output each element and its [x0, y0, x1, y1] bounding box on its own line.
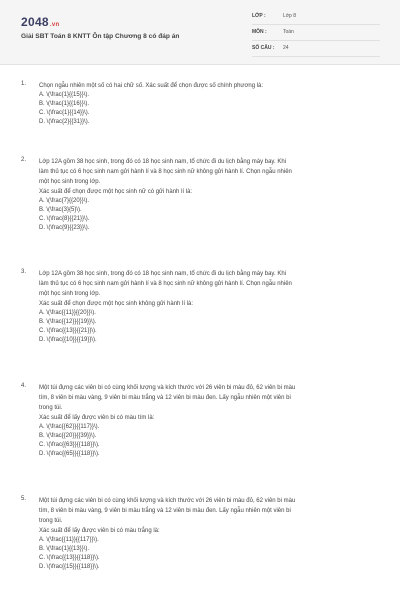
meta-label: LỚP :: [252, 13, 266, 19]
meta-value: Toán: [283, 29, 294, 35]
question-text: Xác suất để chọn được một học sinh nữ có gửi hành lí là:: [39, 189, 193, 195]
document-header: [0, 0, 400, 65]
answer-option: A. \(\frac{{11}}{{117}}\).: [39, 537, 99, 543]
answer-option: C. \(\frac{8}{{21}}\).: [39, 216, 90, 222]
question-text: Xác suất để chọn được một học sinh không gửi hành lí là:: [39, 301, 194, 307]
answer-option: B. \(\frac{3}{5}\).: [39, 207, 82, 213]
question-number: 4.: [21, 383, 27, 389]
answer-option: C. \(\frac{{13}}{{21}}\).: [39, 328, 97, 334]
question-body: [39, 383, 379, 459]
answer-option: A. \(\frac{1}{{15}}\).: [39, 92, 90, 98]
meta-row-count: [252, 44, 380, 57]
question-text: một học sinh trong lớp.: [39, 179, 101, 185]
question-text: làm thủ tục có 6 học sinh nam gửi hành lí và 8 học sinh nữ không gửi hành lí. Chọn ngẫu nhiên: [39, 169, 292, 175]
question-body: [39, 269, 379, 345]
meta-row-class: [252, 12, 380, 25]
question-body: [39, 496, 379, 572]
answer-option: B. \(\frac{1}{{13}}\).: [39, 546, 90, 552]
answer-option: D. \(\frac{2}{{31}}\).: [39, 119, 90, 125]
answer-option: D. \(\frac{{15}}{{118}}\).: [39, 564, 100, 570]
question-text: tím, 8 viên bi màu vàng, 9 viên bi màu trắng và 12 viên bi màu đen. Lấy ngẫu nhiên một viên bi: [39, 395, 291, 401]
question-number: 3.: [21, 269, 27, 275]
meta-label: SỐ CÂU :: [252, 45, 275, 51]
answer-option: B. \(\frac{1}{{16}}\).: [39, 101, 90, 107]
question-text: Xác suất để lấy được viên bi có màu tím là:: [39, 415, 155, 421]
meta-value: Lớp 8: [283, 13, 297, 19]
answer-option: B. \(\frac{{12}}{{19}}\).: [39, 319, 97, 325]
meta-row-subject: [252, 28, 380, 41]
answer-option: C. \(\frac{{63}}{{118}}\).: [39, 442, 100, 448]
question-text: Một túi đựng các viên bi có cùng khối lượng và kích thước với 26 viên bi màu đỏ, 62 viên bi màu: [39, 385, 296, 391]
question-text: Xác suất để lấy được viên bi có màu trắng là:: [39, 528, 160, 534]
question-text: Lớp 12A gồm 38 học sinh, trong đó có 18 học sinh nam, tổ chức đi du lịch bằng máy bay. Khi: [39, 271, 286, 277]
question-number: 5.: [21, 496, 27, 502]
site-logo[interactable]: [21, 15, 59, 29]
question-number: 1.: [21, 81, 27, 87]
question-text: Chọn ngẫu nhiên một số có hai chữ số. Xác suất để chọn được số chính phương là:: [39, 83, 264, 89]
question-number: 2.: [21, 157, 27, 163]
answer-option: A. \(\frac{7}{{20}}\).: [39, 198, 90, 204]
answer-option: D. \(\frac{{10}}{{19}}\).: [39, 337, 97, 343]
document-meta: [252, 12, 380, 60]
answer-option: D. \(\frac{{65}}{{118}}\).: [39, 451, 100, 457]
question-text: trong túi.: [39, 518, 63, 524]
meta-label: MÔN :: [252, 29, 267, 35]
document-title: Giải SBT Toán 8 KNTT Ôn tập Chương 8 có đáp án: [21, 33, 180, 40]
logo-text: 2048: [21, 15, 49, 29]
question-text: trong túi.: [39, 405, 63, 411]
answer-option: C. \(\frac{1}{{14}}\).: [39, 110, 90, 116]
question-text: một học sinh trong lớp.: [39, 291, 101, 297]
question-body: [39, 81, 379, 127]
answer-option: C. \(\frac{{13}}{{118}}\).: [39, 555, 100, 561]
answer-option: D. \(\frac{9}{{23}}\).: [39, 225, 90, 231]
question-text: Một túi đựng các viên bi có cùng khối lượng và kích thước với 26 viên bi màu đỏ, 62 viên bi màu: [39, 498, 296, 504]
answer-option: B. \(\frac{{20}}{{39}}\).: [39, 433, 97, 439]
question-body: [39, 157, 379, 233]
logo-extension: .vn: [49, 22, 60, 28]
answer-option: A. \(\frac{{11}}{{20}}\).: [39, 310, 96, 316]
meta-value: 24: [283, 45, 289, 51]
question-text: làm thủ tục có 6 học sinh nam gửi hành lí và 8 học sinh nữ không gửi hành lí. Chọn ngẫu nhiên: [39, 281, 292, 287]
question-text: tím, 8 viên bi màu vàng, 9 viên bi màu trắng và 12 viên bi màu đen. Lấy ngẫu nhiên một viên bi: [39, 508, 291, 514]
question-text: Lớp 12A gồm 38 học sinh, trong đó có 18 học sinh nam, tổ chức đi du lịch bằng máy bay. Khi: [39, 159, 286, 165]
answer-option: A. \(\frac{{62}}{{117}}\).: [39, 424, 100, 430]
